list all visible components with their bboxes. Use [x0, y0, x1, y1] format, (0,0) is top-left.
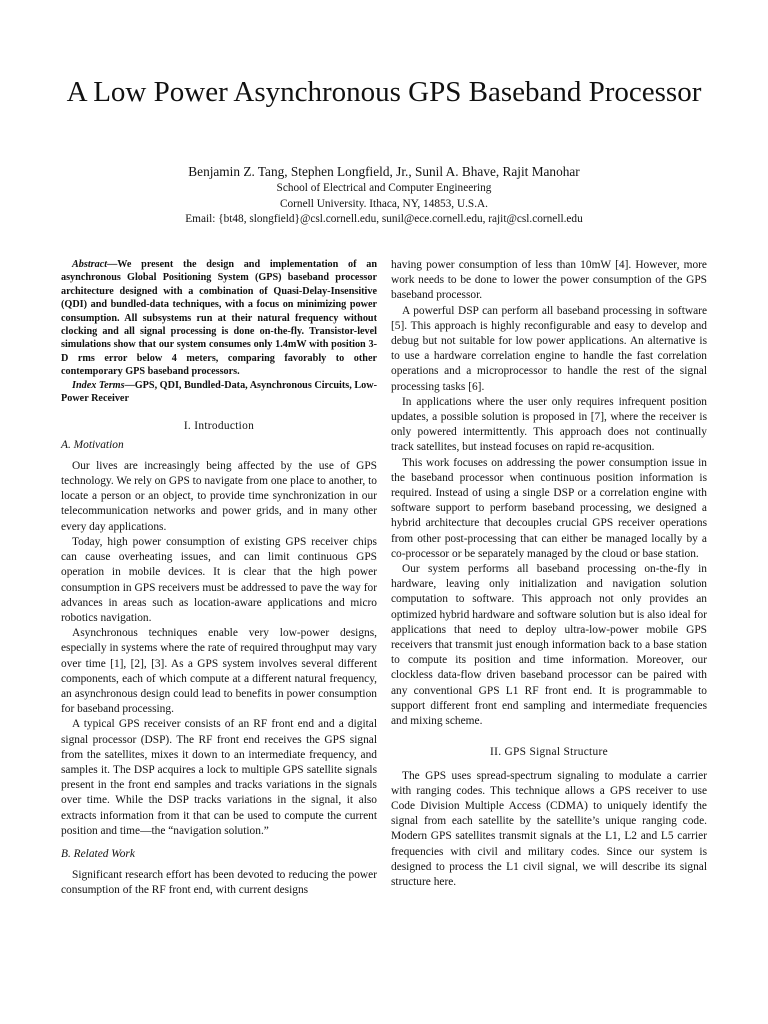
affiliation-block	[60, 181, 708, 228]
section-heading-gps-signal-structure: II. GPS Signal Structure	[490, 746, 608, 759]
subsection-heading-related-work: B. Related Work	[61, 847, 135, 860]
index-terms-text: —GPS, QDI, Bundled-Data, Asynchronous Circuits, Low-Power Receiver	[61, 379, 377, 405]
paragraph: A typical GPS receiver consists of an RF front end and a digital signal processor (DSP). The RF front end receives the GPS signal from the satellites, mixes it down to an intermediate frequency, and samples it. The DSP acquires a lock to multiple GPS satellite signals present in the front end samples and tracks variations in the signals over time. While the DSP tracks variations in the signal, it also extracts information from it that can be used to compute the current position and time—the “navigation solution.”	[61, 718, 377, 837]
paragraph: A powerful DSP can perform all baseband processing in software [5]. This approach is highly reconfigurable and easy to develop and debug but not suitable for low power applications. An alternative is to use a hardware correlation engine to handle the fast correlation operations and a microprocessor to handle the rest of the signal processing tasks [6].	[391, 304, 707, 393]
left-column	[61, 258, 377, 899]
paragraph: In applications where the user only requires infrequent position updates, a possible solution is proposed in [7], where the receiver is only powered intermittently. This approach does not continually track satellites, but instead focuses on rapid re-acqusition.	[391, 395, 707, 454]
paragraph: Our lives are increasingly being affected by the use of GPS technology. We rely on GPS to navigate from one place to another, to locate a person or an object, to provide time synchronization in our telecommunication networks and power grids, and in many other every day applications.	[61, 459, 377, 533]
paragraph: The GPS uses spread-spectrum signaling to modulate a carrier with ranging codes. This technique allows a GPS receiver to use Code Division Multiple Access (CDMA) to uniquely identify the signal from each satellite by the satellite’s unique ranging code. Modern GPS satellites transmit signals at the L1, L2 and L5 carrier frequencies with civil and military codes. Since our system is designed to process the L1 civil signal, we will describe its signal structure here.	[391, 769, 707, 888]
paragraph: Our system performs all baseband processing on-the-fly in hardware, leaving only initialization and navigation solution computation to software. This approach not only provides an optimized hybrid hardware and software solution but is also ideal for applications that need to deploy ultra-low-power mobile GPS receivers that transmit just enough information back to a base station to compute its position and time information. Moreover, our clockless data-flow driven baseband processor can be paired with any conventional GPS L1 RF front end. It is programmable to support different front end sampling and intermediate frequencies and mixing scheme.	[391, 563, 707, 728]
paper-title: A Low Power Asynchronous GPS Baseband Processor	[66, 76, 702, 108]
abstract	[61, 258, 377, 379]
index-terms	[61, 379, 377, 406]
section-heading-introduction: I. Introduction	[183, 420, 255, 433]
affiliation-emails: Email: {bt48, slongfield}@csl.cornell.edu, sunil@ece.cornell.edu, rajit@csl.cornell.edu	[185, 213, 583, 225]
affiliation-school: School of Electrical and Computer Engineering	[276, 182, 492, 194]
paragraph: Significant research effort has been devoted to reducing the power consumption of the RF front end, with current designs	[61, 869, 377, 897]
paragraph: Today, high power consumption of existing GPS receiver chips can cause overheating issues, and can limit continuous GPS operation in mobile devices. It is clear that the high power consumption in GPS receivers must be addressed to pave the way for advances in areas such as location-aware applications and micro robotics navigation.	[61, 535, 377, 624]
paragraph: Asynchronous techniques enable very low-power designs, especially in systems where the rate of required throughput may vary over time [1], [2], [3]. As a GPS system involves several different components, each of which compute at a different natural frequency, an asynchronous design could lead to benefits in power consumption for baseband processing.	[61, 627, 377, 716]
right-column	[391, 258, 707, 890]
affiliation-university: Cornell University. Ithaca, NY, 14853, U.S.A.	[279, 197, 489, 210]
paragraph: This work focuses on addressing the power consumption issue in the baseband processor when continuous position information is required. Instead of using a single DSP or a correlation engine with software support to perform baseband processing, we designed a hybrid architecture that decouples crucial GPS receiver operations from other post-processing that can either be managed locally by a co-processor or be separately managed by the cloud or base station.	[391, 456, 707, 560]
subsection-heading-motivation: A. Motivation	[61, 438, 124, 451]
abstract-text: —We present the design and implementation of an asynchronous Global Positioning System (GPS) baseband processor architecture designed with a combination of Quasi-Delay-Insensitive (QDI) and bundled-data techniques, with a focus on minimizing power consumption. All subsystems run at their natural frequency without clocking and all signal processing is done on-the-fly. Transistor-level simulations show that our system consumes only 1.4mW with position 3-D rms error below 4 meters, comparing favorably to other contemporary GPS baseband processors.	[61, 259, 377, 378]
abstract-label: Abstract	[72, 259, 108, 270]
paragraph: having power consumption of less than 10mW [4]. However, more work needs to be done to lower the power consumption of the GPS baseband processor.	[391, 259, 707, 302]
author-list: Benjamin Z. Tang, Stephen Longfield, Jr., Sunil A. Bhave, Rajit Manohar	[188, 164, 580, 179]
index-terms-label: Index Terms	[72, 379, 125, 391]
